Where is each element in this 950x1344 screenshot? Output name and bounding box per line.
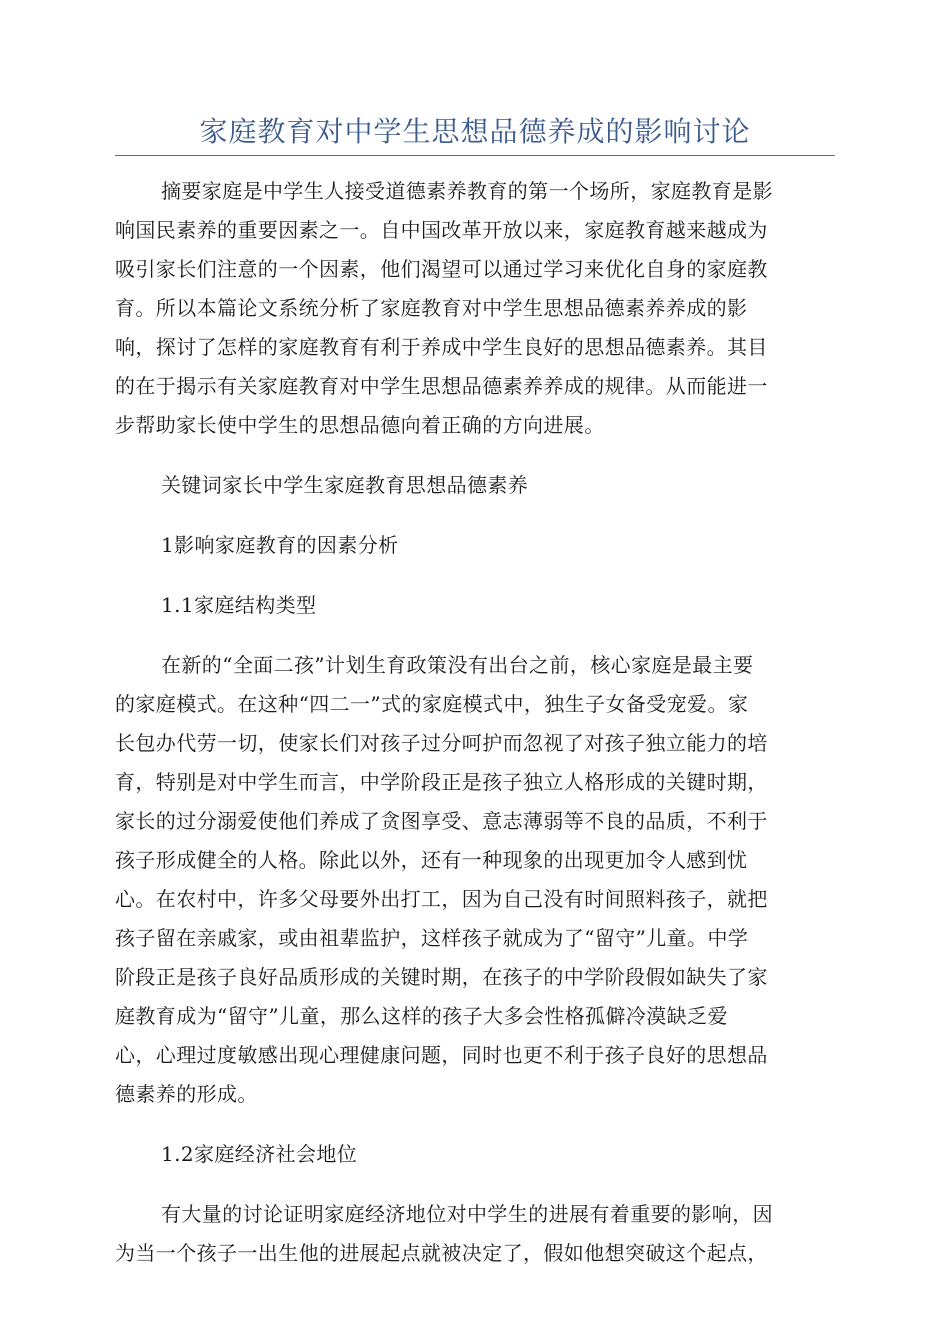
abstract-line: 步帮助家长使中学生的思想品德向着正确的方向进展。 [115, 413, 605, 437]
paragraph-line: 为当一个孩子一出生他的进展起点就被决定了，假如他想突破这个起点， [115, 1241, 768, 1265]
paragraph-line: 的家庭模式。在这种“四二一”式的家庭模式中，独生子女备受宠爱。家 [115, 692, 749, 716]
abstract-line: 摘要家庭是中学生人接受道德素养教育的第一个场所，家庭教育是影 [161, 179, 773, 203]
paragraph-line: 阶段正是孩子良好品质形成的关键时期，在孩子的中学阶段假如缺失了家 [115, 965, 768, 989]
paragraph-line: 长包办代劳一切，使家长们对孩子过分呵护而忽视了对孩子独立能力的培 [115, 731, 768, 755]
body-paragraph [115, 646, 835, 1114]
paragraph-line: 孩子留在亲戚家，或由祖辈监护，这样孩子就成为了“留守”儿童。中学 [115, 926, 749, 950]
abstract-line: 响，探讨了怎样的家庭教育有利于养成中学生良好的思想品德素养。其目 [115, 335, 768, 359]
paragraph-line: 育，特别是对中学生而言，中学阶段正是孩子独立人格形成的关键时期， [115, 770, 768, 794]
document-title: 家庭教育对中学生思想品德养成的影响讨论 [199, 115, 751, 148]
abstract-line: 响国民素养的重要因素之一。自中国改革开放以来，家庭教育越来越成为 [115, 218, 768, 242]
paragraph-line: 德素养的形成。 [115, 1082, 258, 1106]
abstract-line: 吸引家长们注意的一个因素，他们渴望可以通过学习来优化自身的家庭教 [115, 257, 768, 281]
paragraph-line: 孩子形成健全的人格。除此以外，还有一种现象的出现更加令人感到忧 [115, 848, 748, 872]
abstract-paragraph [115, 172, 835, 445]
subsection-heading: 1.2家庭经济社会地位 [161, 1142, 358, 1166]
paragraph-line: 有大量的讨论证明家庭经济地位对中学生的进展有着重要的影响，因 [161, 1202, 773, 1226]
paragraph-line: 家长的过分溺爱使他们养成了贪图享受、意志薄弱等不良的品质，不利于 [115, 809, 768, 833]
title-underline [115, 155, 835, 156]
paragraph-line: 在新的“全面二孩”计划生育政策没有出台之前，核心家庭是最主要 [161, 653, 754, 677]
paragraph-line: 心，心理过度敏感出现心理健康问题，同时也更不利于孩子良好的思想品 [115, 1043, 768, 1067]
document-body [115, 172, 835, 1273]
abstract-line: 的在于揭示有关家庭教育对中学生思想品德素养养成的规律。从而能进一 [115, 374, 768, 398]
paragraph-line: 心。在农村中，许多父母要外出打工，因为自己没有时间照料孩子，就把 [115, 887, 768, 911]
section-heading: 1影响家庭教育的因素分析 [161, 533, 399, 557]
abstract-line: 育。所以本篇论文系统分析了家庭教育对中学生思想品德素养养成的影 [115, 296, 748, 320]
keywords-line: 关键词家长中学生家庭教育思想品德素养 [161, 473, 529, 497]
subsection-heading: 1.1家庭结构类型 [161, 593, 317, 617]
paragraph-line: 庭教育成为“留守”儿童，那么这样的孩子大多会性格孤僻冷漠缺乏爱 [115, 1004, 728, 1028]
body-paragraph [115, 1195, 835, 1273]
